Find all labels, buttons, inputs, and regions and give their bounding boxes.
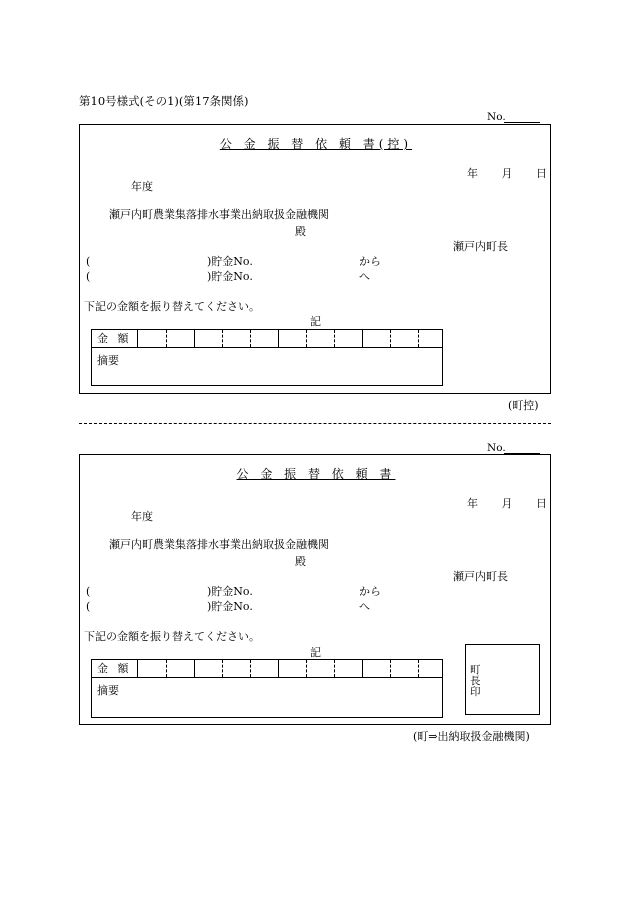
digit-divider [306, 660, 307, 677]
form-title: 公 金 振 替 依 頼 書(控) [219, 137, 413, 151]
copy-destination: (町⇒出納取扱金融機関) [413, 730, 530, 743]
cut-line [79, 423, 551, 424]
digit-divider [166, 330, 167, 347]
from-label: から [359, 255, 381, 268]
digit-divider [222, 330, 223, 347]
from-paren: ( [86, 585, 91, 598]
institution-name: 瀬戸内町農業集落排水事業出納取扱金融機関 [109, 538, 329, 551]
date-fields [467, 495, 547, 511]
month-label: 月 [501, 167, 513, 180]
number-label: No. [487, 442, 506, 454]
month-label: 月 [501, 497, 513, 510]
mayor-label: 瀬戸内町長 [453, 570, 508, 583]
fiscal-year-label: 年度 [131, 510, 153, 523]
digit-divider [334, 330, 335, 347]
ki-label: 記 [310, 646, 321, 659]
day-label: 日 [536, 167, 547, 180]
digit-divider [390, 660, 391, 677]
date-fields [467, 165, 547, 181]
to-label: へ [359, 600, 370, 613]
digit-divider [250, 660, 251, 677]
year-label: 年 [467, 167, 478, 180]
from-paren: ( [86, 255, 91, 268]
amount-table [91, 329, 443, 386]
digit-divider [418, 330, 419, 347]
amount-label: 金 額 [92, 660, 138, 677]
digit-divider [362, 660, 363, 677]
number-label: No. [487, 111, 506, 123]
digit-divider [250, 330, 251, 347]
honorific: 殿 [295, 555, 306, 568]
to-account-label: )貯金No. [207, 600, 253, 613]
ki-label: 記 [310, 315, 321, 328]
to-paren: ( [86, 270, 91, 283]
honorific: 殿 [295, 225, 306, 238]
request-text: 下記の金額を振り替えてください。 [84, 300, 260, 313]
amount-row [92, 330, 442, 348]
copy-destination: (町控) [508, 399, 539, 412]
remarks-label: 摘要 [97, 354, 119, 367]
mayor-seal-box [465, 644, 540, 715]
request-text: 下記の金額を振り替えてください。 [84, 630, 260, 643]
amount-row [92, 660, 442, 678]
number-underline [504, 122, 540, 123]
from-label: から [359, 585, 381, 598]
form-title: 公 金 振 替 依 頼 書 [236, 467, 396, 481]
amount-label: 金 額 [92, 330, 138, 347]
remarks-label: 摘要 [97, 684, 119, 697]
form-frame [79, 454, 551, 725]
to-account-label: )貯金No. [207, 270, 253, 283]
from-account-label: )貯金No. [207, 585, 253, 598]
digit-divider [222, 660, 223, 677]
mayor-seal-label: 町長印 [470, 664, 481, 698]
digit-divider [278, 330, 279, 347]
institution-name: 瀬戸内町農業集落排水事業出納取扱金融機関 [109, 208, 329, 221]
digit-divider [334, 660, 335, 677]
digit-divider [194, 660, 195, 677]
to-paren: ( [86, 600, 91, 613]
form-number: 第10号様式(その1)(第17条関係) [79, 94, 249, 108]
form-frame [79, 124, 551, 394]
day-label: 日 [536, 497, 547, 510]
year-label: 年 [467, 497, 478, 510]
digit-divider [418, 660, 419, 677]
digit-divider [194, 330, 195, 347]
to-label: へ [359, 270, 370, 283]
fiscal-year-label: 年度 [131, 180, 153, 193]
digit-divider [278, 660, 279, 677]
mayor-label: 瀬戸内町長 [453, 240, 508, 253]
digit-divider [166, 660, 167, 677]
from-account-label: )貯金No. [207, 255, 253, 268]
digit-divider [390, 330, 391, 347]
amount-table [91, 659, 443, 718]
digit-divider [362, 330, 363, 347]
digit-divider [306, 330, 307, 347]
